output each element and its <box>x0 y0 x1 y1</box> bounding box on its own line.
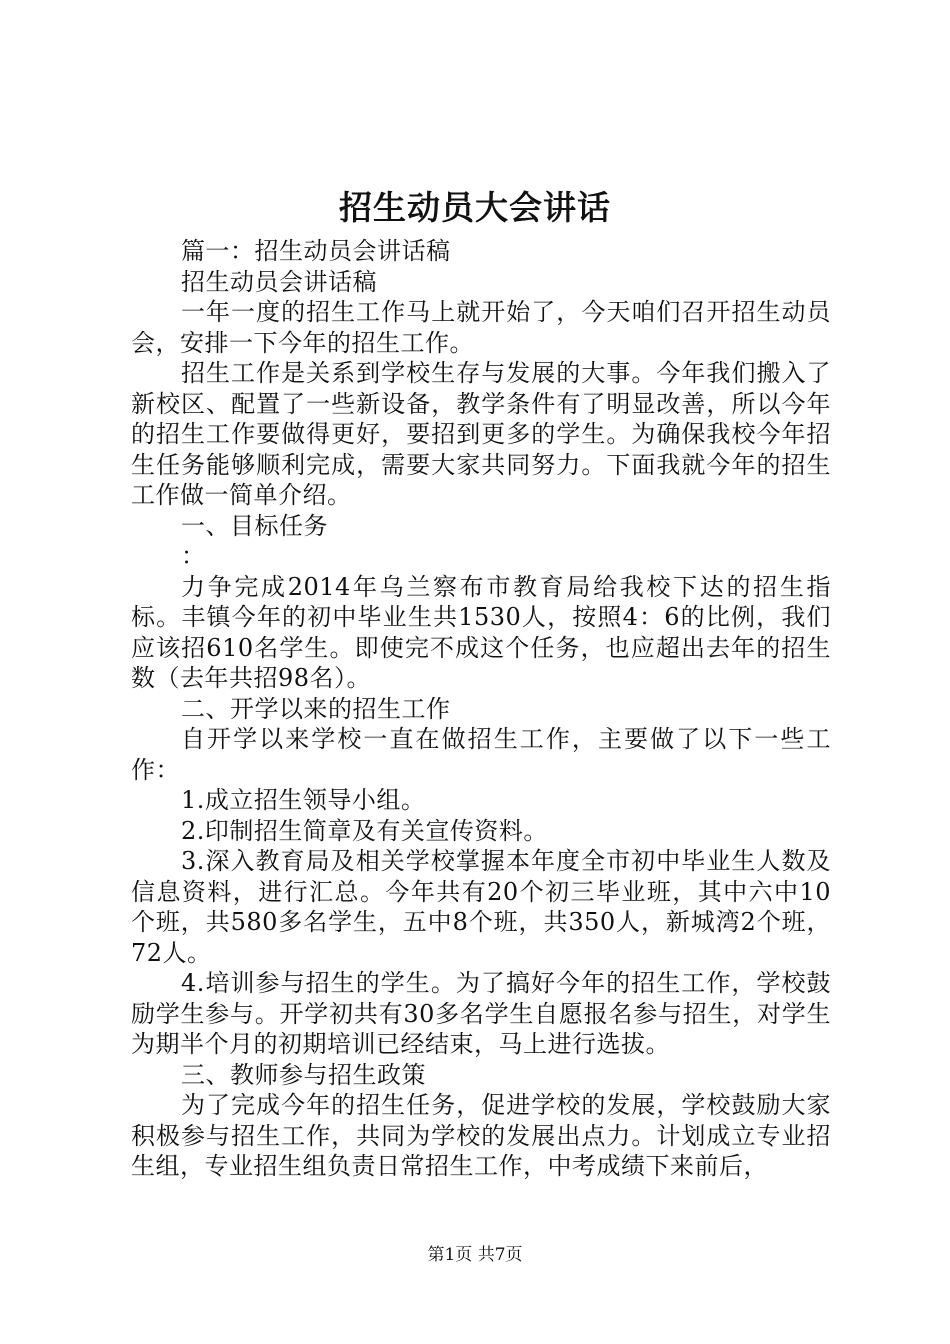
document-body <box>131 236 831 1182</box>
paragraph: 招生工作是关系到学校生存与发展的大事。今年我们搬入了新校区、配置了一些新设备，教学条件有了明显改善，所以今年的招生工作要做得更好，要招到更多的学生。为确保我校今年招生任务能够顺利完成，需要大家共同努力。下面我就今年的招生工作做一简单介绍。 <box>131 359 831 509</box>
list-item: 1.成立招生领导小组。 <box>181 786 426 814</box>
list-item: 4.培训参与招生的学生。为了搞好今年的招生工作，学校鼓励学生参与。开学初共有30多名学生自愿报名参与招生，对学生为期半个月的初期培训已经结束，马上进行选拔。 <box>131 969 831 1058</box>
paragraph: 力争完成2014年乌兰察布市教育局给我校下达的招生指标。丰镇今年的初中毕业生共1530人，按照4：6的比例，我们应该招610名学生。即使完不成这个任务，也应超出去年的招生数（去年共招98名）。 <box>131 572 831 692</box>
paragraph-heading: 二、开学以来的招生工作 <box>181 694 451 723</box>
paragraph-section-heading: 篇一：招生动员会讲话稿 <box>181 237 451 265</box>
paragraph: ： <box>181 542 206 570</box>
paragraph-heading: 三、教师参与招生政策 <box>181 1060 426 1089</box>
paragraph-heading: 一、目标任务 <box>181 511 328 540</box>
page-footer: 第1页 共7页 <box>427 1245 523 1265</box>
paragraph: 一年一度的招生工作马上就开始了，今天咱们召开招生动员会，安排一下今年的招生工作。 <box>131 298 831 357</box>
paragraph: 为了完成今年的招生任务，促进学校的发展，学校鼓励大家积极参与招生工作，共同为学校的发展出点力。计划成立专业招生组，专业招生组负责日常招生工作，中考成绩下来前后， <box>131 1091 831 1180</box>
list-item: 3.深入教育局及相关学校掌握本年度全市初中毕业生人数及信息资料，进行汇总。今年共有20个初三毕业班，其中六中10个班，共580多名学生，五中8个班，共350人，新城湾2个班，72人。 <box>131 847 831 967</box>
paragraph-subtitle: 招生动员会讲话稿 <box>181 267 377 296</box>
document-title: 招生动员大会讲话 <box>339 188 611 227</box>
paragraph: 自开学以来学校一直在做招生工作，主要做了以下一些工作： <box>131 725 831 784</box>
list-item: 2.印制招生简章及有关宣传资料。 <box>181 816 548 845</box>
